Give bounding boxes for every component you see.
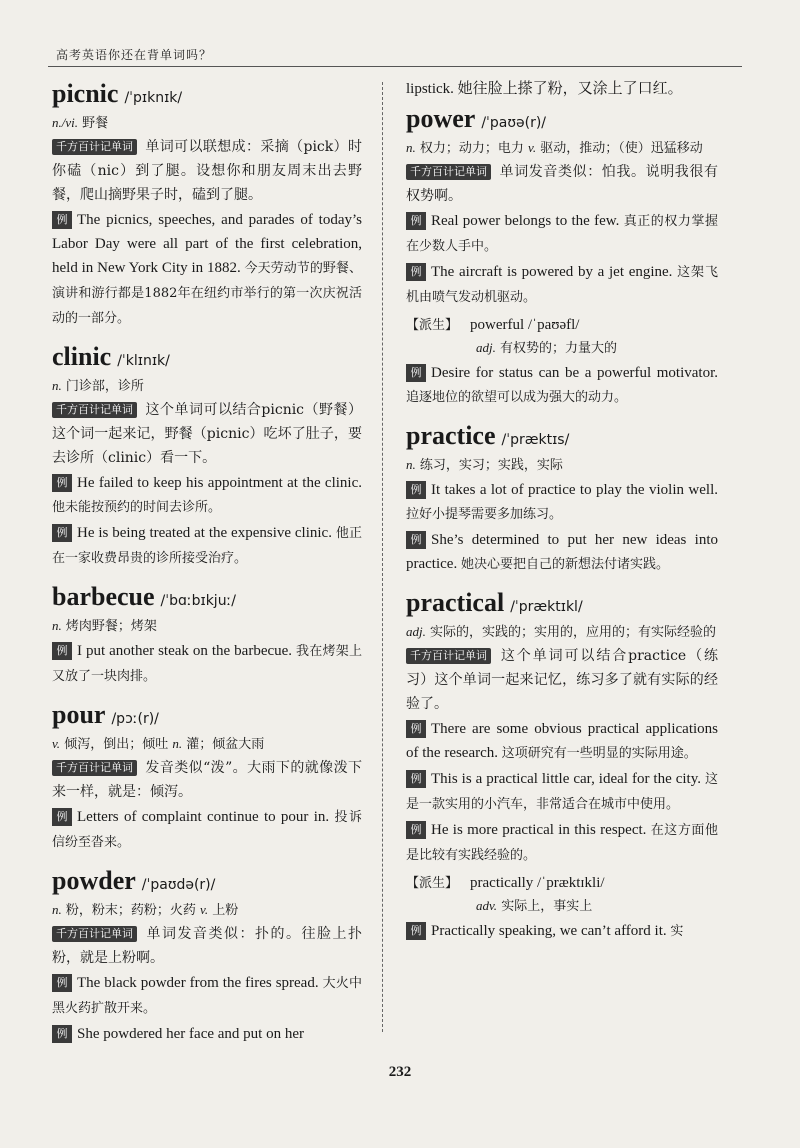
- example-translation: 她决心要把自己的新想法付诸实践。: [460, 557, 669, 572]
- part-of-speech: n.: [52, 618, 62, 633]
- example-mark-icon: 例: [406, 212, 426, 230]
- example-mark-icon: 例: [406, 770, 426, 788]
- entry-picnic: [52, 76, 362, 331]
- example-translation: 他未能按预约的时间去诊所。: [52, 500, 222, 515]
- part-of-speech: v.: [200, 902, 209, 917]
- meaning: 倾泻，倒出；倾吐: [64, 737, 169, 752]
- derived-meaning: 实际上，事实上: [501, 899, 593, 914]
- memory-tip: [52, 398, 362, 470]
- example-sentence: [52, 1022, 362, 1047]
- example-english: Real power belongs to the few.: [431, 213, 620, 229]
- phonetic: /ˈpaʊə(r)/: [481, 115, 547, 131]
- example-english: She powdered her face and put on her: [77, 1026, 304, 1042]
- example-sentence: [52, 521, 362, 571]
- example-sentence: [406, 209, 718, 259]
- memory-tip-text: 单词发音类似：怕我。说明我很有权势啊。: [406, 164, 718, 204]
- example-mark-icon: 例: [406, 922, 426, 940]
- entry-clinic: [52, 339, 362, 571]
- part-of-speech: n.: [406, 457, 416, 472]
- headword-line: [406, 418, 718, 454]
- example-mark-icon: 例: [52, 1025, 72, 1043]
- meaning: 门诊部，诊所: [65, 379, 144, 394]
- derived-pos: adj.: [476, 340, 496, 355]
- example-sentence: [52, 971, 362, 1021]
- definition: [52, 899, 362, 922]
- example-translation: 这架飞机由喷气发动机驱动。: [406, 265, 718, 305]
- example-mark-icon: 例: [52, 524, 72, 542]
- meaning: 上粉: [212, 903, 239, 918]
- derivation-meaning-line: [406, 895, 718, 918]
- derived-meaning: 有权势的；力量大的: [500, 341, 618, 356]
- continued-text: lipstick. 她往脸上搽了粉，又涂上了口红。: [406, 81, 683, 97]
- meaning: 烤肉野餐；烤架: [65, 619, 157, 634]
- definition: [406, 137, 718, 160]
- memory-tip: [52, 135, 362, 207]
- example-translation: 拉好小提琴需要多加练习。: [406, 507, 563, 522]
- example-english: He is being treated at the expensive clinic.: [77, 525, 332, 541]
- header-rule: [48, 66, 742, 67]
- example-mark-icon: 例: [52, 974, 72, 992]
- definition: [406, 454, 718, 477]
- example-english: She’s determined to put her new ideas into practice.: [406, 532, 718, 572]
- example-sentence: [52, 208, 362, 331]
- entry-practical: [406, 585, 718, 944]
- derivation-label: 【派生】: [406, 876, 459, 891]
- part-of-speech: v.: [52, 736, 61, 751]
- definition: [406, 621, 718, 644]
- example-translation: 投诉信纷至沓来。: [52, 810, 362, 850]
- headword-line: [52, 579, 362, 615]
- entry-barbecue: [52, 579, 362, 689]
- example-english: There are some obvious practical applications of the research.: [406, 721, 718, 761]
- memory-tag: 千方百计记单词: [52, 926, 137, 942]
- example-sentence: [406, 260, 718, 310]
- memory-tag: 千方百计记单词: [52, 139, 137, 155]
- example-english: It takes a lot of practice to play the violin well.: [431, 482, 718, 498]
- part-of-speech: n.: [52, 902, 62, 917]
- derivation-label: 【派生】: [406, 318, 459, 333]
- example-sentence: [52, 471, 362, 520]
- example-english: I put another steak on the barbecue.: [77, 643, 293, 659]
- example-translation: 大火中黑火药扩散开来。: [52, 976, 362, 1016]
- headword-line: [52, 339, 362, 375]
- derivation: [406, 872, 718, 918]
- example-sentence: [52, 805, 362, 855]
- right-column: [406, 76, 718, 952]
- entry-practice: [406, 418, 718, 577]
- example-english: The picnics, speeches, and parades of today’s Labor Day were all part of the first celebration, held in New York City in 1882.: [52, 212, 362, 276]
- example-english: He failed to keep his appointment at the clinic.: [77, 475, 362, 491]
- headword-line: [406, 585, 718, 621]
- example-mark-icon: 例: [406, 720, 426, 738]
- headword-line: [52, 697, 362, 733]
- example-mark-icon: 例: [406, 481, 426, 499]
- part-of-speech: n./vi.: [52, 115, 78, 130]
- derived-word: powerful /ˈpaʊəfl/: [470, 317, 580, 333]
- example-mark-icon: 例: [52, 642, 72, 660]
- definition: [52, 112, 362, 135]
- memory-tip-text: 这个单词可以结合practice（练习）这个单词一起来记忆，练习多了就有实际的经验了。: [406, 648, 718, 712]
- headword: barbecue: [52, 582, 155, 611]
- example-translation: 我在烤架上又放了一块肉排。: [52, 644, 362, 684]
- part-of-speech: n.: [52, 378, 62, 393]
- example-sentence: [406, 919, 718, 944]
- headword: pour: [52, 700, 106, 729]
- derivation-meaning-line: [406, 337, 718, 360]
- column-divider: [382, 82, 383, 1032]
- headword-line: [52, 863, 362, 899]
- example-mark-icon: 例: [52, 808, 72, 826]
- memory-tip-text: 这个单词可以结合picnic（野餐）这个词一起来记，野餐（picnic）吃坏了肚子，要去诊所（clinic）看一下。: [52, 402, 362, 466]
- memory-tag: 千方百计记单词: [406, 164, 491, 180]
- definition: [52, 375, 362, 398]
- example-english: Letters of complaint continue to pour in.: [77, 809, 330, 825]
- example-english: The black powder from the fires spread.: [77, 975, 319, 991]
- memory-tip: [52, 922, 362, 970]
- headword: practical: [406, 588, 505, 617]
- part-of-speech: v.: [528, 140, 537, 155]
- memory-tip: [406, 160, 718, 208]
- phonetic: /ˈklɪnɪk/: [117, 353, 170, 369]
- example-english: Desire for status can be a powerful motivator.: [431, 365, 718, 381]
- example-mark-icon: 例: [52, 211, 72, 229]
- page-number: 232: [388, 1064, 412, 1080]
- example-translation: 实: [670, 924, 684, 939]
- example-mark-icon: 例: [52, 474, 72, 492]
- memory-tag: 千方百计记单词: [52, 402, 137, 418]
- derived-word: practically /ˈpræktɪkli/: [470, 875, 605, 891]
- meaning: 野餐: [82, 116, 109, 131]
- phonetic: /ˈpaʊdə(r)/: [141, 877, 216, 893]
- running-head: 高考英语你还在背单词吗？: [56, 48, 213, 62]
- entry-power: [406, 101, 718, 410]
- example-sentence: [406, 717, 718, 766]
- headword: powder: [52, 866, 136, 895]
- meaning: 粉，粉末；药粉；火药: [65, 903, 196, 918]
- example-translation: 这是一款实用的小汽车，非常适合在城市中使用。: [406, 772, 718, 812]
- definition: [52, 733, 362, 756]
- example-mark-icon: 例: [406, 821, 426, 839]
- example-translation: 他正在一家收费昂贵的诊所接受治疗。: [52, 526, 363, 566]
- entry-powder: [52, 863, 362, 1047]
- example-mark-icon: 例: [406, 263, 426, 281]
- derivation-line: [406, 872, 718, 895]
- definition: [52, 615, 362, 638]
- headword: picnic: [52, 79, 119, 108]
- memory-tip: [406, 644, 718, 716]
- example-translation: 今天劳动节的野餐、演讲和游行都是1882年在纽约市举行的第一次庆祝活动的一部分。: [52, 261, 362, 326]
- example-sentence: [406, 818, 718, 868]
- example-translation: 在这方面他是比较有实践经验的。: [406, 823, 718, 863]
- memory-tag: 千方百计记单词: [406, 648, 491, 664]
- meaning: 权力；动力；电力: [419, 141, 524, 156]
- example-translation: 这项研究有一些明显的实际用途。: [501, 746, 697, 761]
- phonetic: /ˈpræktɪkl/: [510, 599, 583, 615]
- example-sentence: [406, 361, 718, 410]
- example-translation: 真正的权力掌握在少数人手中。: [406, 214, 719, 254]
- phonetic: /ˈbɑːbɪkjuː/: [160, 593, 236, 609]
- part-of-speech: n.: [406, 140, 416, 155]
- derivation: [406, 314, 718, 360]
- meaning: 练习，实习；实践，实际: [419, 458, 563, 473]
- example-mark-icon: 例: [406, 364, 426, 382]
- memory-tip-text: 单词可以联想成：采摘（pick）时你磕（nic）到了腿。设想你和朋友周末出去野餐，爬山摘野果子时，磕到了腿。: [52, 139, 362, 203]
- phonetic: /ˈpɪknɪk/: [124, 90, 183, 106]
- memory-tag: 千方百计记单词: [52, 760, 137, 776]
- left-column: [52, 76, 362, 1055]
- headword: power: [406, 104, 476, 133]
- example-sentence: [406, 478, 718, 527]
- meaning: 驱动，推动；（使）迅猛移动: [540, 141, 703, 156]
- example-translation: 追逐地位的欲望可以成为强大的动力。: [406, 390, 628, 405]
- meaning: 灌；倾盆大雨: [186, 737, 265, 752]
- headword: clinic: [52, 342, 112, 371]
- headword-line: [406, 101, 718, 137]
- derived-pos: adv.: [476, 898, 498, 913]
- headword-line: [52, 76, 362, 112]
- phonetic: /ˈpræktɪs/: [501, 432, 570, 448]
- example-mark-icon: 例: [406, 531, 426, 549]
- derivation-line: [406, 314, 718, 337]
- meaning: 实际的，实践的；实用的，应用的；有实际经验的: [430, 625, 717, 640]
- part-of-speech: n.: [172, 736, 183, 751]
- example-sentence: [406, 528, 718, 577]
- example-sentence: [52, 639, 362, 689]
- memory-tip-text: 单词发音类似：扑的。往脸上扑粉，就是上粉啊。: [52, 926, 362, 966]
- memory-tip-text: 发音类似“泼”。大雨下的就像泼下来一样，就是：倾泻。: [52, 760, 362, 800]
- example-sentence: [406, 767, 718, 817]
- headword: practice: [406, 421, 496, 450]
- entry-pour: [52, 697, 362, 855]
- example-english: The aircraft is powered by a jet engine.: [431, 264, 673, 280]
- example-english: He is more practical in this respect.: [431, 822, 647, 838]
- phonetic: /pɔː(r)/: [111, 711, 159, 727]
- example-english: Practically speaking, we can’t afford it.: [431, 923, 667, 939]
- memory-tip: [52, 756, 362, 804]
- part-of-speech: adj.: [406, 624, 426, 639]
- example-english: This is a practical little car, ideal for the city.: [431, 771, 701, 787]
